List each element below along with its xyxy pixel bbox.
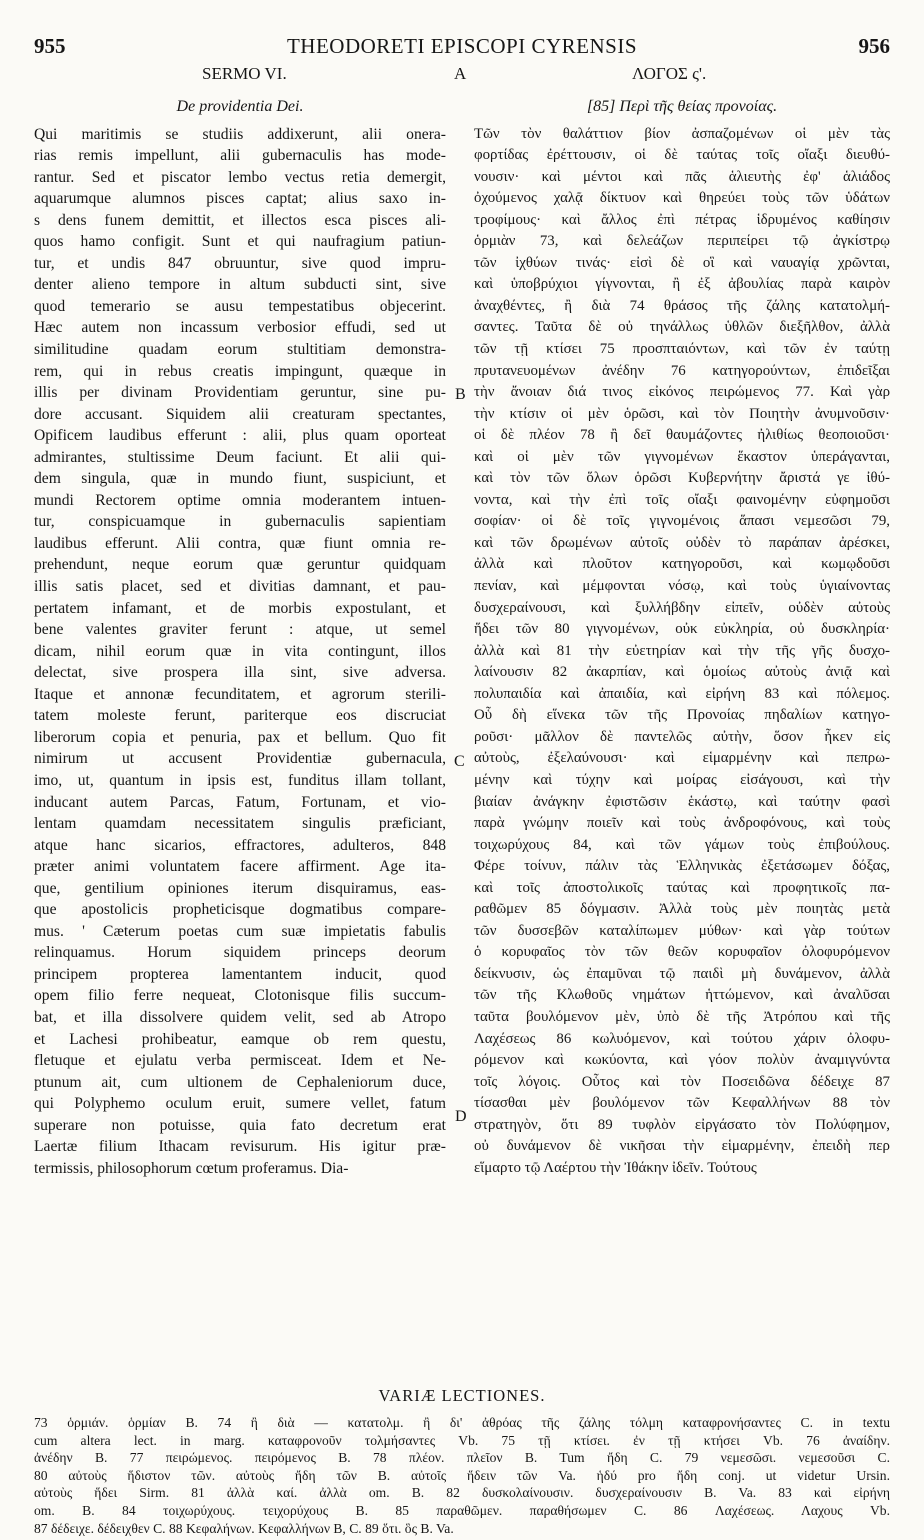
running-header <box>34 34 890 60</box>
text-line: αὐτοὺς, ἐξελαύνουσι· καὶ εἱμαρμένην καὶ πεπρω- <box>474 750 890 767</box>
text-line: bene valentes graviter ferunt : atque, ut semel <box>34 621 446 639</box>
text-line: que apostolicis propheticisque dogmatibus compare- <box>34 901 446 919</box>
text-line: admirantes, stultissime Deum faciunt. Et alii qui- <box>34 448 446 466</box>
text-line: opem filio ferre nequeat, Clotonisque filis succum- <box>34 987 446 1005</box>
margin-marker-d: D <box>455 1108 467 1125</box>
text-line: τοῖς λόγοις. Οὗτος καὶ τὸν Ποσειδῶνα δέδειχε 87 <box>474 1073 890 1090</box>
text-line: dore accusant. Siquidem alii creaturam spectantes, <box>34 405 446 423</box>
text-line: τῶν ἰχθύων τινάς· εἰσὶ δὲ οἳ καὶ ναυαγίᾳ χρῶνται, <box>474 254 890 271</box>
latin-title: De providentia Dei. <box>176 98 304 115</box>
text-line: tatem moleste ferunt, pariterque eos discruciat <box>34 707 446 725</box>
latin-text <box>34 124 446 1180</box>
latin-sermo-heading: SERMO VI. <box>202 64 287 83</box>
margin-marker-b: B <box>455 386 466 403</box>
greek-column <box>474 96 890 1179</box>
text-line: αὐτοὺς ἥδει Sirm. 81 ἀλλὰ καί. ἀλλὰ om. B. 82 δυσκολαίνουσιν. δυσχεραίνουσιν B. Va. 83 καὶ εἰρήνη <box>34 1485 890 1501</box>
page-number-left: 955 <box>34 34 66 58</box>
text-line: φορτίδας ἐρέττουσιν, οἱ δὲ ταύτας τοῖς οἴαξι διευθύ- <box>474 147 890 164</box>
text-line: σαντες. Ταῦτα δὲ οὐ τηνάλλως ὑθλῶν διεξῆλθον, ἀλλὰ <box>474 319 890 336</box>
text-line: καὶ οἱ μὲν τῶν γιγνομένων ἕκαστον ὑπεράγανται, <box>474 448 890 465</box>
text-line: στρατηγὸν, ὅτι 89 τυφλὸν εἰργάσατο τὸν Πολύφημον, <box>474 1116 890 1133</box>
text-line: Hæc autem non incassum verbosior effudi, sed ut <box>34 319 446 337</box>
text-line: superare non potuisse, quia fato decretum erat <box>34 1116 446 1134</box>
text-line: Φέρε τοίνυν, πάλιν τὰς Ἑλληνικὰς ἐξετάσωμεν δόξας, <box>474 858 890 875</box>
text-line: om. B. 84 τοιχωρύχους. τειχορύχους B. 85 παραθῶμεν. παραθήσωμεν C. 86 Λαχέσεως. Λαχους Vb. <box>34 1502 890 1518</box>
text-line: ἀλλὰ καὶ πλοῦτον κατηγοροῦσι, καὶ κωμῳδοῦσι <box>474 556 890 573</box>
text-line: τῶν τῇ κτίσει 75 προσπταιόντων, καὶ τῶν ἐν ταύτῃ <box>474 341 890 358</box>
text-line: ὁ κορυφαῖος τὸν τῶν θεῶν κορυφαῖον ὀλοφυρόμενον <box>474 944 890 961</box>
text-line: quos hamo configit. Sunt et qui naufragium patiun- <box>34 233 446 251</box>
text-line: illis satis placet, sed et divitias damnant, et pau- <box>34 578 446 596</box>
text-line: τίσασθαι μὲν βουλόμενον τῶν Κεφαλλήνων 88 τὸν <box>474 1095 890 1112</box>
text-line: lentam quamdam necessitatem singulis præficiant, <box>34 815 446 833</box>
text-line: ἀλλὰ καὶ 81 τὴν εὐετηρίαν καὶ τὴν τῆς γῆς δυσχο- <box>474 642 890 659</box>
text-line: ταῦτα βουλόμενον μὲν, ὑπὸ δὲ τῆς Ἀτρόπου καὶ τῆς <box>474 1008 890 1025</box>
text-line: tur, et undis 847 obruuntur, sive quod impru- <box>34 254 446 272</box>
text-line: ροῦσι· μᾶλλον δὲ παντελῶς αὐτὴν, ὅσον ἧκεν εἰς <box>474 728 890 745</box>
text-line: denter alieno tempore in altum subducti sint, sive <box>34 276 446 294</box>
text-line: καὶ τὸν τῶν ὅλων ὁρῶσι Κυβερνήτην ἄριστά γε ἰθύ- <box>474 470 890 487</box>
text-line: que, gentilium opiniones iterum disquiramus, eas- <box>34 879 446 897</box>
text-line: πενίαν, καὶ μέμφονται νόσῳ, καὶ τοὺς ὑγιαίνοντας <box>474 578 890 595</box>
text-line: tur, conspicuamque in gubernaculis sapientiam <box>34 513 446 531</box>
greek-logos-heading: ΛΟΓΟΣ ς'. <box>632 64 707 83</box>
text-line: εἵμαρτο τῷ Λαέρτου τὴν Ἰθάκην ἰδεῖν. Τούτους <box>474 1159 757 1176</box>
text-line: dem singula, quæ in mundo fiunt, suspiciunt, et <box>34 470 446 488</box>
text-line: mus. ' Cæterum poetas cum suæ impietatis fabulis <box>34 922 446 940</box>
text-line: rem, qui in rebus creatis impingunt, quæque in <box>34 362 446 380</box>
text-line: Itaque et annonæ fecunditatem, et agrorum sterili- <box>34 685 446 703</box>
text-line: ραθῶμεν 85 δόγμασιν. Ἀλλὰ τοὺς μὲν ποιητὰς μετὰ <box>474 901 890 918</box>
text-line: cum altera lect. in marg. καταφρονοῦν τολμήσαντες Vb. 75 τῇ κτίσει. ἐν τῇ κτήσει Vb. 76 ἀναίδην. <box>34 1432 890 1448</box>
text-line: πρυτανευομένων ἀνέδην 76 κατηγορούντων, ἐπιδεῖξαι <box>474 362 890 379</box>
text-line: termissis, philosophorum cœtum proferamus. Dia- <box>34 1159 349 1177</box>
text-line: præter animi voluntatem facere affirment. Age ita- <box>34 858 446 876</box>
text-line: bat, et illa dissolvere quidem velit, sed ab Atropo <box>34 1008 446 1026</box>
text-line: μένην καὶ τύχην καὶ μοίρας εἰσάγουσι, καὶ τὴν <box>474 771 890 788</box>
running-title: THEODORETI EPISCOPI CYRENSIS <box>286 34 638 58</box>
text-line: et Lachesi prohibeatur, eamque ob rem questu, <box>34 1030 446 1048</box>
text-line: τὴν κτίσιν οἱ μὲν ὁρῶσι, καὶ τὸν Ποιητὴν ἀνυμνοῦσιν· <box>474 405 890 422</box>
latin-column <box>34 96 446 1179</box>
text-line: καὶ ὑποβρύχιοι γίγνονται, ἢ ἐξ ἀβουλίας παρὰ καιρὸν <box>474 276 890 293</box>
text-line: principem propterea lamentantem inducit, quod <box>34 965 446 983</box>
text-line: καὶ τοῖς ἀποστολικοῖς ταύτας καὶ προφητικοῖς πα- <box>474 879 890 896</box>
text-line: λαίνουσιν 82 ἀκαρπίαν, καὶ ὁμοίως αὐτοὺς ἀνιᾷ καὶ <box>474 664 890 681</box>
text-line: νουσιν· καὶ μέντοι καὶ πᾶς ἁλιευτὴς ἐφ' ἁλιάδος <box>474 168 890 185</box>
text-line: δυσχεραίνουσι, καὶ ξυλλήβδην εἰπεῖν, οὐδὲν αὐτοὺς <box>474 599 890 616</box>
text-line: quod temerario se ausu tempestatibus objecerint. <box>34 297 446 315</box>
text-line: fletuque et ejulatu verba permisceat. Idem et Ne- <box>34 1052 446 1070</box>
text-line: Οὗ δὴ εἵνεκα τῶν τῆς Προνοίας πηδαλίων κατηγο- <box>474 707 890 724</box>
text-line: 87 δέδειχε. δέδειχθεν C. 88 Κεφαλήνων. Κεφαλλήνων B, C. 89 ὅτι. ὃς B. Va. <box>34 1520 454 1536</box>
greek-text <box>474 124 890 1180</box>
text-line: liberorum copia et penuria, pax et bellum. Quo fit <box>34 728 446 746</box>
text-line: ὀχούμενος χαλᾷ δίκτυον καὶ θηρεύει τοὺς τῶν ὑδάτων <box>474 190 890 207</box>
text-line: s dens funem demittit, et illectos esca pisces ali- <box>34 211 446 229</box>
text-line: δείκνυσιν, ὡς ἐπαμῦναι τῷ παιδὶ μὴ δυνάμενον, ἀλλὰ <box>474 965 890 982</box>
text-line: nimirum ut accusent Providentiæ gubernacula, <box>34 750 446 768</box>
text-line: παρὰ γνώμην ποιεῖν καὶ τοὺς ἀνδροφόνους, καὶ τοὺς <box>474 815 890 832</box>
text-line: τῶν τῆς Κλωθοῦς νημάτων ἡττώμενον, καὶ ἀναλῦσαι <box>474 987 890 1004</box>
text-line: ἥδει τῶν 80 γιγνομένων, οὐκ εὐκληρία, οὐ δυσκληρία· <box>474 621 890 638</box>
text-line: pertatem infamant, et de morbis expostulant, et <box>34 599 446 617</box>
text-line: ρόμενον καὶ κωκύοντα, καὶ γόον πολὺν ἀναμιγνύντα <box>474 1052 890 1069</box>
text-line: καὶ τῶν δρωμένων αὐτοῖς οὐδὲν τὸ παράπαν ἀρέσκει, <box>474 534 890 551</box>
text-line: aquarumque alumnos pisces captat; alius saxo in- <box>34 190 446 208</box>
text-line: τροφίμους· καὶ ἄλλος ἐπὶ πέτρας ἱδρυμένος καθίησιν <box>474 211 890 228</box>
margin-marker-c: C <box>454 753 465 770</box>
text-line: ἀνέδην B. 77 πειρώμενος. πειρόμενος B. 78 πλέον. πλεῖον B. Tum ἤδη C. 79 νεμεσῶσι. νεμεσοῦσι C. <box>34 1450 890 1466</box>
text-line: Qui maritimis se studiis addixerunt, alii onera- <box>34 125 446 143</box>
text-line: delectat, sive prospera illa sint, sive adversa. <box>34 664 446 682</box>
text-line: τῶν δυσσεβῶν καταλίπωμεν μύθων· καὶ γὰρ τούτων <box>474 922 890 939</box>
variae-lectiones-notes <box>34 1414 890 1537</box>
text-line: prehendunt, neque eorum quæ geruntur quidquam <box>34 556 446 574</box>
text-line: inducant autem Parcas, Fatum, Fortunam, et vio- <box>34 793 446 811</box>
text-line: 73 ὁρμιάν. ὁρμίαν B. 74 ἢ διὰ — κατατολμ. ἢ δι' ἀθρόας τῆς ζάλης τόλμη καταφρονήσαντες C. in textu <box>34 1415 890 1430</box>
text-line: 80 αὐτοὺς ἥδιστον τῶν. αὐτοὺς ἤδη τῶν B. αὐτοῖς ἥδειν τῶν Va. ἡδύ pro ἤδη conj. ut videtur Ursin. <box>34 1467 890 1483</box>
text-line: similitudine quadam eorum stultitiam demonstra- <box>34 341 446 359</box>
text-line: atque hanc sicarios, effractores, adulteros, 848 <box>34 836 446 854</box>
text-line: imo, ut, quantum in ipsis est, funditus illam tollant, <box>34 771 446 789</box>
text-line: Τῶν τὸν θαλάττιον βίον ἀσπαζομένων οἱ μὲν τὰς <box>474 125 890 142</box>
text-line: Opificem laudibus efferunt : alii, plus quam oporteat <box>34 427 446 445</box>
greek-title: [85] Περὶ τῆς θείας προνοίας. <box>586 98 778 115</box>
text-line: Laertæ filium Ithacam revisurum. His igitur præ- <box>34 1138 446 1156</box>
text-line: σοφίαν· οἱ δὲ τοῖς γιγνομένοις ἅπασι νεμεσῶσι 79, <box>474 513 890 530</box>
text-line: ὁρμιὰν 73, καὶ δελεάζων περιπείρει τῷ ἀγκίστρῳ <box>474 233 890 250</box>
text-line: πολυπαιδία καὶ ἀπαιδία, καὶ εἰρήνη 83 καὶ πόλεμος. <box>474 685 890 702</box>
text-line: οἱ δὲ πλέον 78 ἢ δεῖ θαυμάζοντες ἠλιθίως θεοποιοῦσι· <box>474 427 890 444</box>
column-marker-a: A <box>454 64 467 83</box>
text-line: ptunum ait, cum ultionem de Cephaleniorum duce, <box>34 1073 446 1091</box>
text-line: relinquamus. Horum siquidem princeps deorum <box>34 944 446 962</box>
text-line: ἀναχθέντες, ἢ διὰ 74 θράσος τῆς ζάλης κατατολμή- <box>474 297 890 314</box>
text-line: βιαίαν ἀνάγκην ἐφιστῶσιν ἑκάστῳ, καὶ ταύτην φασὶ <box>474 793 890 810</box>
text-line: rantur. Sed et piscator lembo vectus retia demergit, <box>34 168 446 186</box>
text-line: mundi Rectorem optime omnia moderantem intuen- <box>34 491 446 509</box>
text-line: τὴν ἄνοιαν διά τινος εἰκόνος πειρώμενος 77. Καὶ γὰρ <box>474 384 890 401</box>
text-line: Λαχέσεως 86 κωλυόμενον, καὶ τούτου χάριν ὀλοφυ- <box>474 1030 890 1047</box>
variae-lectiones-title: VARIÆ LECTIONES. <box>378 1386 546 1405</box>
text-line: rias remis impellunt, alii gubernaculis has mode- <box>34 147 446 165</box>
text-line: νοντα, καὶ τὴν ἐπὶ τοῖς οἴαξι φαινομένην εὐφημοῦσι <box>474 491 890 508</box>
text-line: τοιχωρύχους 84, καὶ τῶν γάμων τοὺς ἐπιβούλους. <box>474 836 890 853</box>
text-line: οὐ δυνάμενον δὲ νικῆσαι τὴν εἱμαρμένην, ἐπειδὴ περ <box>474 1138 890 1155</box>
page-number-right: 956 <box>858 34 890 58</box>
text-line: dicam, nihil eorum quæ in vita contingunt, illos <box>34 642 446 660</box>
text-line: illis per divinam Providentiam geruntur, sine pu- <box>34 384 446 402</box>
text-line: qui Polyphemo oculum eruit, sumere vellet, fatum <box>34 1095 446 1113</box>
text-line: laudibus efferunt. Alii contra, quæ fiunt omnia re- <box>34 534 446 552</box>
